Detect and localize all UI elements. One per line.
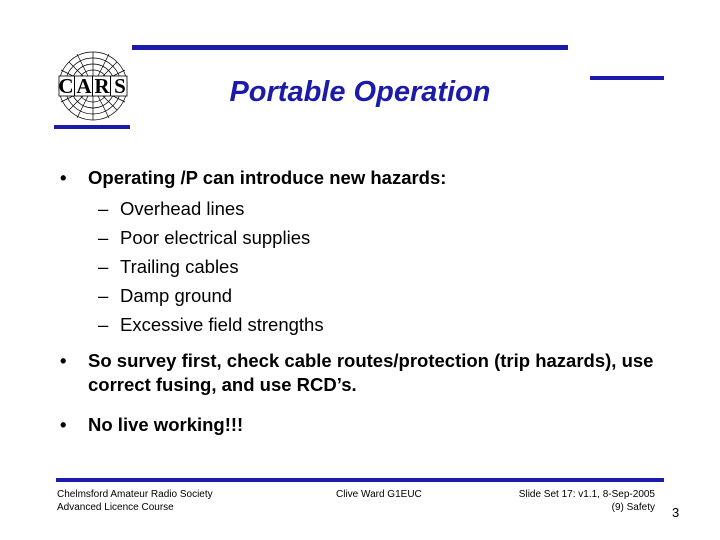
bullet-survey [60, 349, 708, 397]
list-item [60, 281, 324, 310]
logo-letter-s: S [114, 74, 126, 98]
bullet-hazards [60, 166, 446, 190]
footer-rule [56, 478, 664, 482]
list-item [60, 194, 324, 223]
footer-society: Chelmsford Amateur Radio Society [57, 489, 213, 500]
logo-letter-a: A [76, 74, 92, 98]
bullet-no-live-working [60, 413, 243, 437]
list-item [60, 252, 324, 281]
dash-icon: – [98, 198, 109, 219]
bullet-text: Operating /P can introduce new hazards: [88, 167, 447, 188]
bullet-text: No live working!!! [88, 414, 244, 435]
dash-icon: – [98, 314, 109, 335]
logo-letter-c: C [58, 74, 74, 98]
list-item-text: Damp ground [120, 285, 233, 306]
slide-title: Portable Operation [229, 76, 491, 108]
list-item-text: Excessive field strengths [120, 314, 324, 335]
bullet-icon: • [60, 167, 67, 188]
dash-icon: – [98, 256, 109, 277]
dash-icon: – [98, 285, 109, 306]
footer-organization [57, 488, 213, 514]
list-item-text: Trailing cables [120, 256, 239, 277]
bullet-icon: • [60, 414, 67, 435]
left-rule [54, 125, 130, 129]
bullet-icon: • [60, 350, 67, 371]
logo-letter-r: R [94, 74, 110, 98]
page-number: 3 [672, 505, 680, 520]
list-item-text: Overhead lines [120, 198, 245, 219]
list-item [60, 310, 324, 339]
bullet-text: So survey first, check cable routes/protection (trip hazards), use correct fusing, and use RCD’s. [88, 350, 654, 395]
footer-author: Clive Ward G1EUC [336, 489, 422, 500]
list-item-text: Poor electrical supplies [120, 227, 311, 248]
footer-section: (9) Safety [611, 502, 655, 513]
list-item [60, 223, 324, 252]
hazard-list [60, 194, 324, 339]
dash-icon: – [98, 227, 109, 248]
footer-slide-set: Slide Set 17: v1.1, 8-Sep-2005 [518, 489, 655, 500]
top-rule [132, 45, 568, 50]
footer-slide-info [480, 488, 655, 514]
footer-course: Advanced Licence Course [57, 502, 174, 513]
